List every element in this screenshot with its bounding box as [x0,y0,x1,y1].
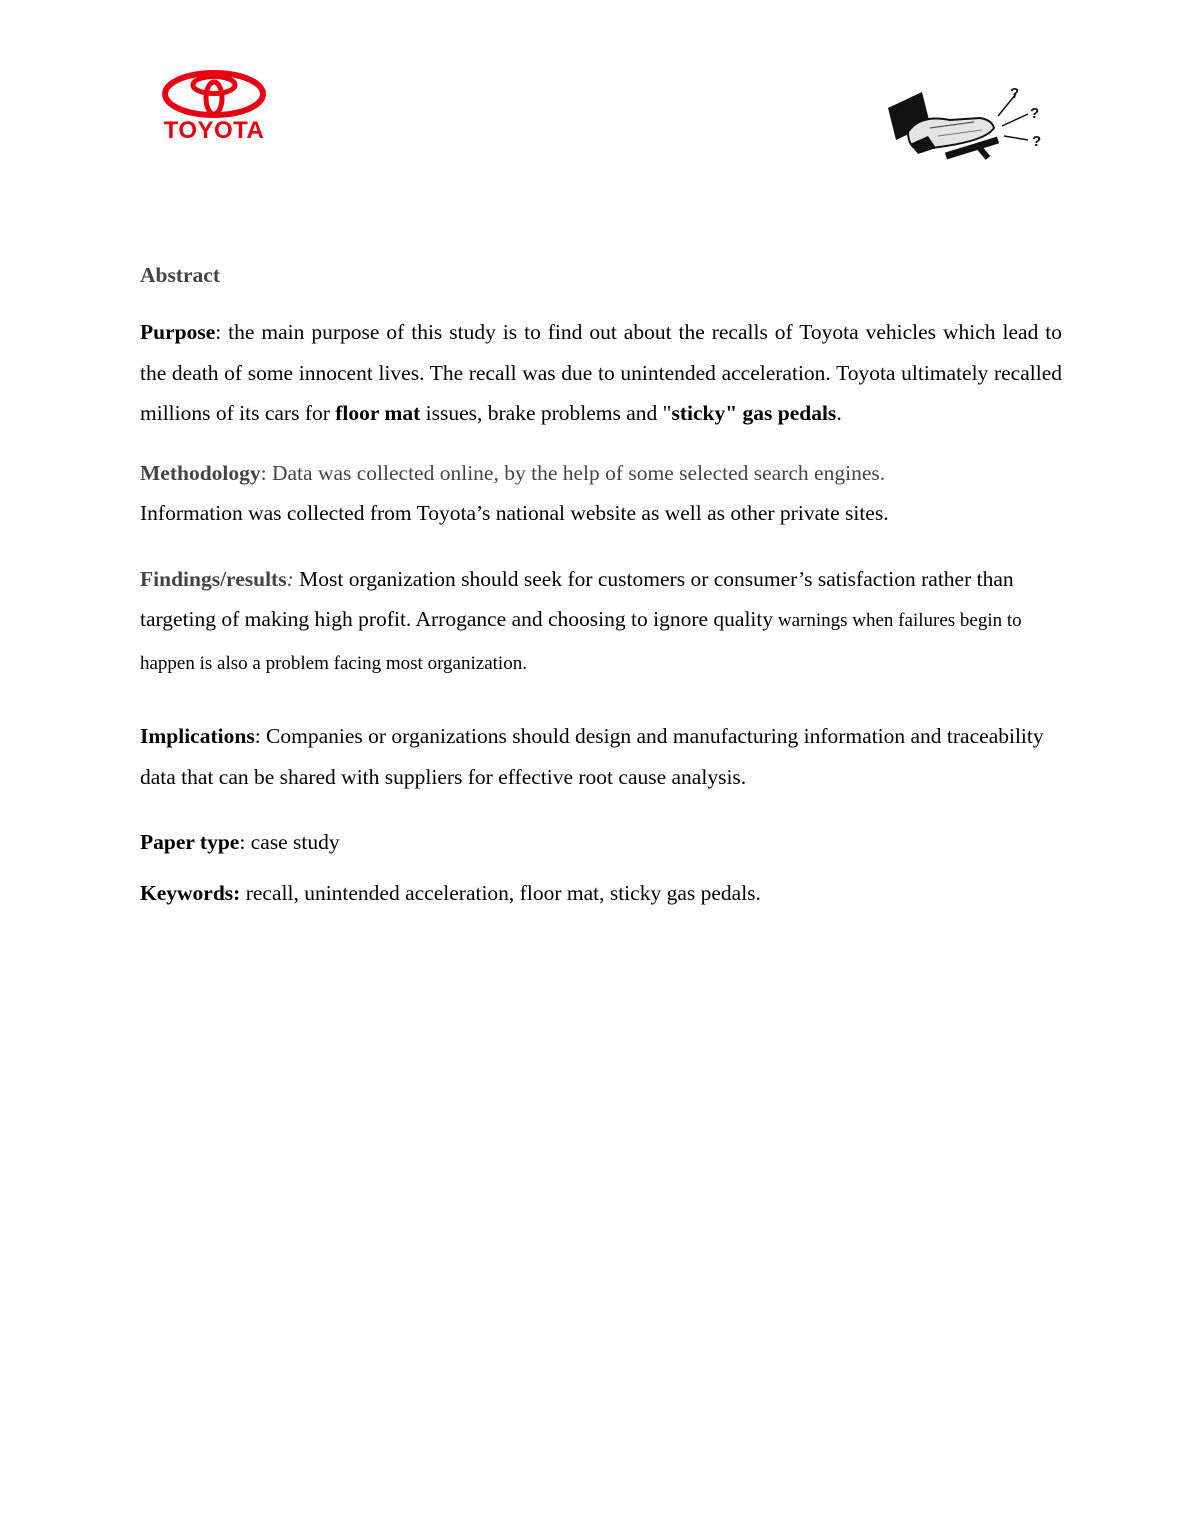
question-mark: ? [1030,105,1040,122]
findings-paragraph [140,559,1062,685]
paper-type-text: : case study [239,830,340,854]
findings-colon: : [286,566,294,591]
purpose-label: Purpose [140,320,216,344]
methodology-paragraph [140,453,1062,534]
implications-paragraph [140,716,1062,797]
methodology-text: Information was collected from Toyota’s national website as well as other private sites. [140,501,889,525]
toyota-emblem-icon [143,70,285,120]
purpose-emphasis-sticky-pedals: sticky" gas pedals [671,401,837,425]
gas-pedal-illustration [880,84,1050,164]
implications-text: : Companies or organizations should design and manufacturing information and traceability data that can be shared with suppliers for effective root cause analysis. [140,724,1044,789]
question-mark: ? [1010,85,1020,102]
purpose-text-continued: issues, brake problems and " [420,401,672,425]
findings-text-small: warnings when failures begin to happen is also a problem facing most organization. [140,610,1022,674]
purpose-paragraph [140,312,1062,434]
findings-label: Findings/results [140,566,287,591]
question-mark: ? [1032,133,1042,150]
keywords-label: Keywords: [140,880,241,905]
purpose-period: . [836,401,842,425]
purpose-emphasis-floor-mat: floor mat [335,401,421,425]
methodology-text-gray: : Data was collected online, by the help of some selected search engines. [260,460,886,485]
keywords-line [140,873,1062,914]
implications-label: Implications [140,724,255,748]
abstract-heading: Abstract [140,263,221,287]
paper-type-line [140,822,1062,863]
paper-type-label: Paper type [140,830,240,854]
toyota-logo [143,70,285,144]
keywords-text: recall, unintended acceleration, floor mat, sticky gas pedals. [240,880,761,905]
purpose-text: : the main purpose of this study is to find out about the recalls of Toyota vehicles which lead to the death of some innocent lives. The recall was due to unintended acceleration. Toyota ultimately recalled millions of its cars for [140,320,1062,425]
findings-text: Most organization should seek for customers or consumer’s satisfaction rather than targeting of making high profit. Arrogance and choosing to ignore quality [140,566,1014,631]
abstract-section [140,258,1062,913]
foot-on-pedal-icon [880,84,1050,164]
methodology-label: Methodology [140,460,261,485]
logo-wordmark: TOYOTA [163,117,265,144]
